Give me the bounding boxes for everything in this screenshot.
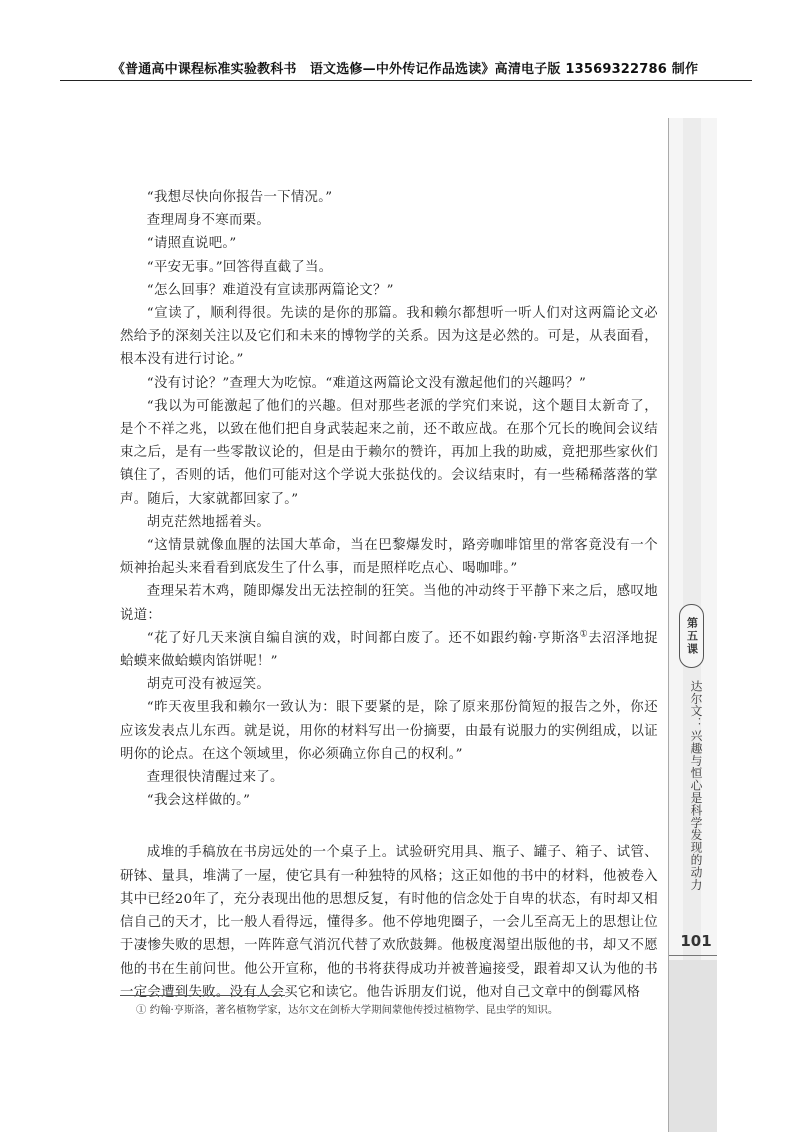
paragraph: “平安无事。”回答得直截了当。 bbox=[146, 259, 333, 275]
footnote-rule bbox=[120, 995, 285, 996]
paragraph: 查理呆若木鸡，随即爆发出无法控制的狂笑。当他的冲动终于平静下来之后，感叹地说道： bbox=[120, 584, 658, 623]
footnote: ① 约翰·亨斯洛，著名植物学家，达尔文在剑桥大学期间蒙他传授过植物学、昆虫学的知识。 bbox=[136, 1004, 559, 1016]
paragraph: “宣读了，顺利得很。先读的是你的那篇。我和赖尔都想听一听人们对这两篇论文必然给予的深刻关注以及它们和未来的博物学的关系。因为这是必然的。可是，从表面看，根本没有进行讨论。” bbox=[120, 306, 658, 368]
paragraph: 胡克茫然地摇着头。 bbox=[146, 514, 271, 530]
page-header: 《普通高中课程标准实验教科书 语文选修—中外传记作品选读》高清电子版 13569322786 制作 bbox=[111, 62, 699, 77]
lesson-badge bbox=[679, 604, 704, 668]
paragraph: 查理很快清醒过来了。 bbox=[146, 770, 284, 786]
lesson-label: 第五课 bbox=[685, 616, 699, 656]
paragraph: “没有讨论？”查理大为吃惊。“难道这两篇论文没有激起他们的兴趣吗？” bbox=[146, 375, 587, 391]
paragraph: “昨天夜里我和赖尔一致认为：眼下要紧的是，除了原来那份简短的报告之外，你还应该发表点儿东西。就是说，用你的材料写出一份摘要，由最有说服力的实例组成，以证明你的论点。在这个领域里，你必须确立你自己的权利。” bbox=[120, 700, 658, 762]
side-band-bottom bbox=[669, 960, 717, 1132]
body-text bbox=[120, 186, 658, 1004]
footnote-marker[interactable]: ① bbox=[579, 629, 589, 640]
page-number-rule bbox=[669, 955, 717, 956]
lesson-title: 达尔文：兴趣与恒心是科学发现的动力 bbox=[689, 680, 703, 891]
paragraph: 胡克可没有被逗笑。 bbox=[146, 677, 271, 693]
paragraph: “我想尽快向你报告一下情况。” bbox=[146, 190, 333, 205]
paragraph-text-tail: 去沼泽地捉蛤蟆来做蛤蟆肉馅饼呢！” bbox=[120, 630, 659, 670]
paragraph-with-footnote bbox=[120, 627, 658, 673]
paragraph: “这情景就像血腥的法国大革命，当在巴黎爆发时，路旁咖啡馆里的常客竟没有一个烦神抬起头来看看到底发生了什么事，而是照样吃点心、喝咖啡。” bbox=[120, 538, 658, 577]
paragraph: 成堆的手稿放在书房远处的一个桌子上。试验研究用具、瓶子、罐子、箱子、试管、研钵、量具，堆满了一屋，使它具有一种独特的风格；这正如他的书中的材料，他被卷入其中已经20年了，充分表现出他的思想反复，有时他的信念处于自卑的状态，有时却又相信自己的天才，比一般人看得远，懂得多。他不停地兜圈子，一会儿至高无上的思想让位于凄惨失败的思想，一阵阵意气消沉代替了欢欣鼓舞。他极度渴望出版他的书，却又不愿他的书在生前问世。他公开宣称，他的书将获得成功并被普遍接受，跟着却又认为他的书一定会遭到失败。没有人会买它和读它。他告诉朋友们说，他对自己文章中的倒霉风格 bbox=[120, 845, 658, 1000]
paragraph: 查理周身不寒而栗。 bbox=[146, 213, 271, 229]
page-number: 101 bbox=[680, 932, 712, 950]
paragraph: “请照直说吧。” bbox=[146, 236, 237, 252]
side-rule bbox=[668, 118, 669, 1132]
paragraph: “我会这样做的。” bbox=[146, 793, 251, 809]
paragraph: “我以为可能激起了他们的兴趣。但对那些老派的学究们来说，这个题目太新奇了，是个不祥之兆，以致在他们把自身武装起来之前，还不敢应战。在那个冗长的晚间会议结束之后，是有一些零散议论的，但是由于赖尔的赞许，再加上我的助威，竟把那些家伙们镇住了，否则的话，他们可能对这个学说大张挞伐的。会议结束时，有一些稀稀落落的掌声。随后，大家就都回家了。” bbox=[120, 398, 658, 507]
paragraph-text: “花了好几天来演自编自演的戏，时间都白废了。还不如跟约翰·亨斯洛 bbox=[146, 630, 580, 646]
header-rule bbox=[60, 80, 752, 81]
paragraph: “怎么回事？难道没有宣读那两篇论文？” bbox=[146, 282, 394, 298]
